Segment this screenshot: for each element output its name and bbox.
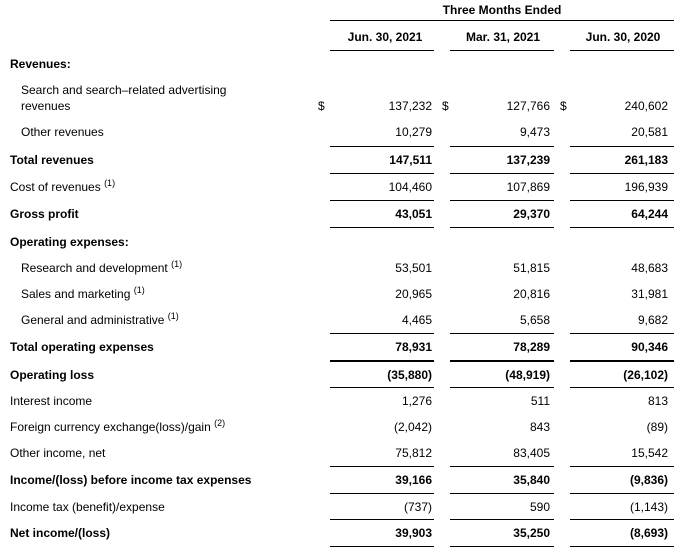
footnote-marker: (1) [167, 311, 179, 321]
total-rule [330, 546, 434, 547]
header-underline-col1 [330, 50, 434, 51]
total-rule [570, 546, 674, 547]
total-rule [330, 200, 434, 201]
total-rule [330, 146, 434, 147]
total-rule [450, 227, 554, 228]
total-rule [330, 466, 434, 467]
value-cell: 78,931 [395, 340, 432, 354]
footnote-marker: (1) [171, 259, 183, 269]
value-cell: 53,501 [395, 261, 432, 275]
value-cell: 104,460 [388, 180, 432, 194]
value-cell: 20,816 [513, 287, 550, 301]
value-cell: 15,542 [631, 446, 668, 460]
value-cell: (8,693) [629, 526, 668, 540]
total-rule [570, 493, 674, 494]
currency-symbol: $ [318, 99, 325, 113]
header-underline-col2 [450, 50, 554, 51]
row-label: Operating loss [10, 368, 95, 382]
row-label-text: Research and development [21, 261, 168, 275]
row-label-text: General and administrative [21, 313, 165, 327]
value-cell: (26,102) [623, 368, 668, 382]
total-rule [450, 519, 554, 520]
row-label: Total operating expenses [10, 340, 154, 354]
value-cell: 31,981 [631, 287, 668, 301]
value-cell: 90,346 [631, 340, 668, 354]
total-rule [450, 200, 554, 201]
value-cell: 83,405 [513, 446, 550, 460]
header-underline-col3 [570, 50, 674, 51]
row-label-with-note [10, 420, 225, 434]
column-header-jun-2020: Jun. 30, 2020 [585, 30, 661, 44]
total-rule [570, 466, 674, 467]
row-label-with-note [21, 261, 182, 275]
value-cell: 64,244 [631, 207, 668, 221]
value-cell: 5,658 [519, 313, 550, 327]
value-cell: (35,880) [387, 368, 432, 382]
value-cell: 29,370 [513, 207, 550, 221]
value-cell: 75,812 [395, 446, 432, 460]
row-label-text: Foreign currency exchange(loss)/gain [10, 420, 211, 434]
row-label: Gross profit [10, 207, 79, 221]
row-label: revenues [21, 99, 71, 113]
value-cell: 107,869 [506, 180, 550, 194]
value-cell: 51,815 [513, 261, 550, 275]
total-rule [330, 173, 434, 174]
total-rule [570, 360, 674, 362]
value-cell: 9,473 [519, 125, 550, 139]
total-rule [450, 493, 554, 494]
value-cell: 35,840 [513, 473, 550, 487]
row-label: Operating expenses: [10, 235, 129, 249]
total-rule [330, 227, 434, 228]
total-rule [330, 333, 434, 334]
column-header-jun-2021: Jun. 30, 2021 [347, 30, 423, 44]
value-cell: (2,042) [393, 420, 432, 434]
value-cell: 48,683 [631, 261, 668, 275]
currency-symbol: $ [442, 99, 449, 113]
row-label-text: Sales and marketing [21, 287, 131, 301]
total-rule [450, 333, 554, 334]
value-cell: 20,581 [631, 125, 668, 139]
total-rule [450, 466, 554, 467]
footnote-marker: (1) [133, 285, 145, 295]
value-cell: 240,602 [624, 99, 668, 113]
value-cell: 39,903 [395, 526, 432, 540]
row-label: Income tax (benefit)/expense [10, 500, 165, 514]
row-label-with-note [21, 313, 179, 327]
value-cell: 20,965 [395, 287, 432, 301]
total-rule [450, 360, 554, 362]
column-group-title: Three Months Ended [442, 3, 562, 17]
total-rule [330, 387, 434, 388]
total-rule [570, 146, 674, 147]
row-label: Other revenues [21, 125, 104, 139]
value-cell: 590 [529, 500, 550, 514]
value-cell: 147,511 [389, 153, 432, 167]
value-cell: (9,836) [629, 473, 668, 487]
value-cell: 261,183 [624, 153, 668, 167]
row-label-text: Cost of revenues [10, 180, 101, 194]
row-label-with-note [21, 287, 145, 301]
currency-symbol: $ [560, 99, 567, 113]
row-label: Interest income [10, 394, 93, 408]
column-header-mar-2021: Mar. 31, 2021 [465, 30, 541, 44]
value-cell: 196,939 [624, 180, 668, 194]
row-label: Income/(loss) before income tax expenses [10, 473, 252, 487]
value-cell: (1,143) [629, 500, 668, 514]
total-rule [570, 519, 674, 520]
value-cell: 4,465 [401, 313, 432, 327]
row-label-with-note [10, 180, 115, 194]
total-rule [450, 546, 554, 547]
total-rule [570, 333, 674, 334]
footnote-marker: (1) [104, 178, 116, 188]
total-rule [330, 360, 434, 362]
value-cell: 10,279 [395, 125, 432, 139]
value-cell: 43,051 [395, 207, 432, 221]
total-rule [330, 519, 434, 520]
value-cell: (737) [403, 500, 432, 514]
total-rule [450, 387, 554, 388]
row-label: Revenues: [10, 57, 71, 71]
value-cell: 843 [529, 420, 550, 434]
value-cell: 813 [647, 394, 668, 408]
value-cell: 1,276 [401, 394, 432, 408]
total-rule [570, 173, 674, 174]
footnote-marker: (2) [214, 418, 226, 428]
value-cell: 39,166 [395, 473, 432, 487]
row-label: Other income, net [10, 446, 106, 460]
total-rule [330, 493, 434, 494]
value-cell: 9,682 [637, 313, 668, 327]
value-cell: 137,239 [506, 153, 550, 167]
total-rule [450, 173, 554, 174]
value-cell: 137,232 [388, 99, 432, 113]
row-label: Search and search–related advertising [21, 83, 227, 97]
value-cell: 78,289 [513, 340, 550, 354]
value-cell: (48,919) [505, 368, 550, 382]
value-cell: (89) [646, 420, 668, 434]
row-label: Total revenues [10, 153, 94, 167]
total-rule [570, 227, 674, 228]
header-rule [330, 20, 674, 21]
total-rule [570, 200, 674, 201]
total-rule [450, 146, 554, 147]
total-rule [570, 387, 674, 388]
value-cell: 511 [530, 394, 550, 408]
value-cell: 35,250 [513, 526, 550, 540]
row-label: Net income/(loss) [10, 526, 111, 540]
value-cell: 127,766 [506, 99, 550, 113]
